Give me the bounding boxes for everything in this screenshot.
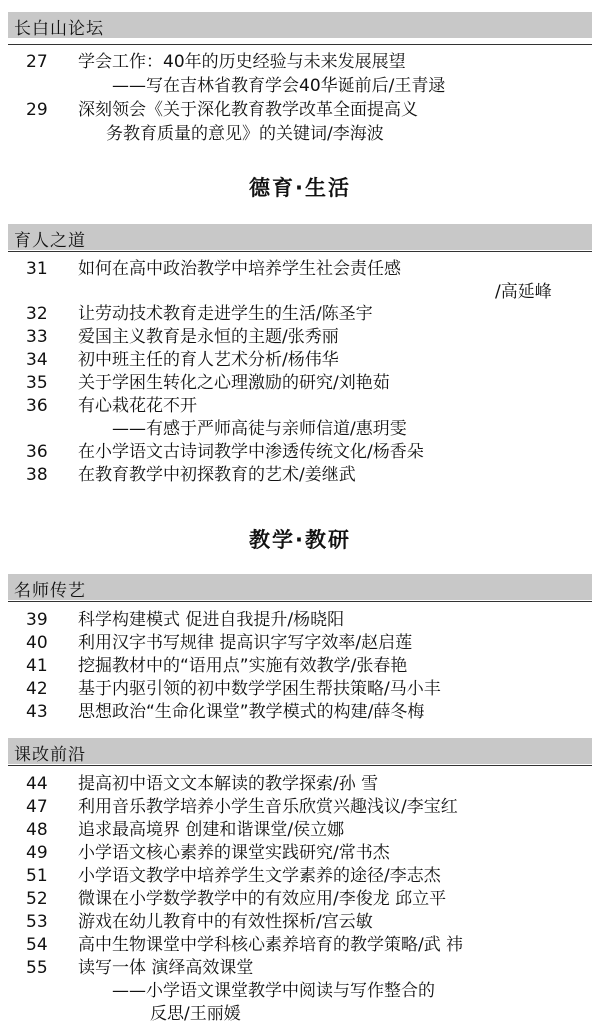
page-number: 32 bbox=[26, 304, 48, 324]
entry-continuation: /高延峰 bbox=[495, 282, 552, 302]
page-number: 53 bbox=[26, 912, 48, 932]
section-divider bbox=[8, 601, 592, 602]
section-divider bbox=[8, 251, 592, 252]
category-heading: 教学·教研 bbox=[249, 528, 351, 552]
entry-title: 挖掘教材中的“语用点”实施有效教学/张春艳 bbox=[78, 656, 408, 676]
entry-title: 基于内驱引领的初中数学学困生帮扶策略/马小丰 bbox=[78, 679, 441, 699]
page-number: 55 bbox=[26, 958, 48, 978]
entry-title: 游戏在幼儿教育中的有效性探析/宫云敏 bbox=[78, 912, 373, 932]
page-number: 34 bbox=[26, 350, 48, 370]
entry-title: 利用音乐教学培养小学生音乐欣赏兴趣浅议/李宝红 bbox=[78, 797, 458, 817]
page-number: 33 bbox=[26, 327, 48, 347]
entry-continuation: ——小学语文课堂教学中阅读与写作整合的 bbox=[112, 981, 435, 1001]
entry-title: 利用汉字书写规律 提高识字写字效率/赵启莲 bbox=[78, 633, 413, 653]
section-header-kegai bbox=[8, 738, 592, 764]
section-label: 名师传艺 bbox=[14, 581, 86, 601]
entry-title: 初中班主任的育人艺术分析/杨伟华 bbox=[78, 350, 339, 370]
section-header-yuren bbox=[8, 224, 592, 250]
entry-continuation: ——写在吉林省教育学会40华诞前后/王青逯 bbox=[112, 76, 446, 96]
entry-title: 追求最高境界 创建和谐课堂/侯立娜 bbox=[78, 820, 345, 840]
page-number: 27 bbox=[26, 52, 48, 72]
entry-continuation: ——有感于严师高徒与亲师信道/惠玥雯 bbox=[112, 419, 407, 439]
page-number: 49 bbox=[26, 843, 48, 863]
section-divider bbox=[8, 44, 592, 45]
entry-title: 如何在高中政治教学中培养学生社会责任感 bbox=[78, 259, 401, 279]
section-header-mingshi bbox=[8, 574, 592, 600]
section-header-changbaishan bbox=[8, 12, 592, 38]
entry-title: 微课在小学数学教学中的有效应用/李俊龙 邱立平 bbox=[78, 889, 447, 909]
entry-title: 爱国主义教育是永恒的主题/张秀丽 bbox=[78, 327, 339, 347]
page-number: 54 bbox=[26, 935, 48, 955]
entry-title: 科学构建模式 促进自我提升/杨晓阳 bbox=[78, 610, 345, 630]
page-number: 41 bbox=[26, 656, 48, 676]
page-number: 35 bbox=[26, 373, 48, 393]
page-number: 31 bbox=[26, 259, 48, 279]
page-number: 51 bbox=[26, 866, 48, 886]
page-number: 42 bbox=[26, 679, 48, 699]
entry-title: 让劳动技术教育走进学生的生活/陈圣宇 bbox=[78, 304, 373, 324]
entry-continuation: 反思/王丽媛 bbox=[150, 1004, 241, 1024]
page-number: 43 bbox=[26, 702, 48, 722]
entry-title: 高中生物课堂中学科核心素养培育的教学策略/武 祎 bbox=[78, 935, 464, 955]
entry-title: 思想政治“生命化课堂”教学模式的构建/薛冬梅 bbox=[78, 702, 425, 722]
entry-title: 提高初中语文文本解读的教学探索/孙 雪 bbox=[78, 774, 379, 794]
entry-title: 有心栽花花不开 bbox=[78, 396, 197, 416]
page-number: 40 bbox=[26, 633, 48, 653]
page-number: 44 bbox=[26, 774, 48, 794]
page-number: 52 bbox=[26, 889, 48, 909]
entry-title: 深刻领会《关于深化教育教学改革全面提高义 bbox=[78, 100, 418, 120]
entry-title: 学会工作：40年的历史经验与未来发展展望 bbox=[78, 52, 406, 72]
page-number: 29 bbox=[26, 100, 48, 120]
page-number: 39 bbox=[26, 610, 48, 630]
page-number: 36 bbox=[26, 442, 48, 462]
entry-title: 小学语文教学中培养学生文学素养的途径/李志杰 bbox=[78, 866, 441, 886]
section-divider bbox=[8, 765, 592, 766]
entry-title: 小学语文核心素养的课堂实践研究/常书杰 bbox=[78, 843, 390, 863]
entry-continuation: 务教育质量的意见》的关键词/李海波 bbox=[106, 124, 384, 144]
category-heading: 德育·生活 bbox=[249, 176, 351, 200]
section-label: 课改前沿 bbox=[14, 745, 86, 765]
entry-title: 关于学困生转化之心理激励的研究/刘艳茹 bbox=[78, 373, 390, 393]
entry-title: 在小学语文古诗词教学中渗透传统文化/杨香朵 bbox=[78, 442, 424, 462]
page-number: 36 bbox=[26, 396, 48, 416]
page-number: 47 bbox=[26, 797, 48, 817]
entry-title: 在教育教学中初探教育的艺术/姜继武 bbox=[78, 465, 356, 485]
page-number: 48 bbox=[26, 820, 48, 840]
section-label: 长白山论坛 bbox=[14, 19, 104, 39]
entry-title: 读写一体 演绎高效课堂 bbox=[78, 958, 254, 978]
page-number: 38 bbox=[26, 465, 48, 485]
section-label: 育人之道 bbox=[14, 231, 86, 251]
